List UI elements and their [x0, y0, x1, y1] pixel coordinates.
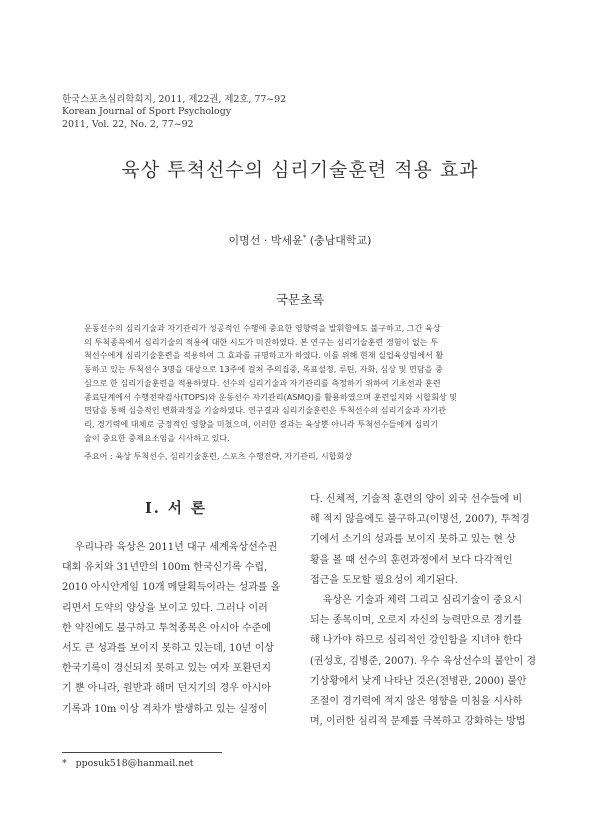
abstract-line: 심으로 한 심리기술훈련을 적용하였다. 선수의 심리기술과 자기관리를 측정하기 위하여 기초선과 훈련 [84, 377, 441, 388]
corresponding-mark: * [302, 233, 307, 242]
journal-volume: 2011, Vol. 22, No. 2, 77~92 [62, 118, 194, 130]
body-line: 기록과 10m 이상 격차가 발생하고 있는 실정이 [62, 703, 268, 715]
body-line: 기에서 소기의 성과를 보이지 못하고 있는 현 상 [310, 534, 516, 546]
body-line: 며, 이러한 심리적 문제를 극복하고 강화하는 방법 [310, 716, 526, 728]
body-line: 리면서 도약의 양상을 보이고 있다. 그러나 이러 [62, 602, 268, 614]
keywords: 주요어 : 육상 투척선수, 심리기술훈련, 스포츠 수행전략, 자기관리, 시합회상 [84, 451, 353, 461]
body-line: 2010 아시안게임 10개 메달획득이라는 성과를 올 [62, 582, 281, 594]
abstract-line: 종료단계에서 수행전략검사(TOPS)와 운동선수 자기관리(ASMQ)를 활용하였으며 훈련일지와 시합회상 및 [84, 391, 458, 402]
body-line: 접근을 도모할 필요성이 제기된다. [310, 574, 458, 586]
body-line: 다. 신체적, 기술적 훈련의 양이 외국 선수들에 비 [310, 494, 523, 505]
abstract-line: 의 투척종목에서 심리기술의 적용에 대한 시도가 미진하였다. 본 연구는 심리기술훈련 경험이 없는 투 [84, 336, 439, 347]
body-line: 해 나가야 하므로 심리적인 강인함을 지녀야 한다 [310, 635, 523, 647]
section-heading: I. 서 론 [145, 500, 207, 517]
footnote-divider [62, 752, 222, 753]
body-line: 한국기록이 경신되지 못하고 있는 여자 포환던지 [62, 663, 272, 675]
footnote: * pposuk518@hanmail.net [62, 758, 194, 769]
journal-info [62, 94, 286, 131]
body-line: 육상은 기술과 체력 그리고 심리기술이 중요시 [310, 595, 523, 607]
body-column-left [62, 538, 290, 720]
body-line: 대회 유치와 31년만의 100m 한국신기록 수립, [62, 562, 268, 574]
paper-title: 육상 투척선수의 심리기술훈련 적용 효과 [121, 159, 479, 181]
abstract-line: 척선수에게 심리기술훈련을 적용하여 그 효과를 규명하고자 하였다. 이를 위해 현재 실업육상팀에서 활 [84, 350, 444, 361]
journal-korean: 한국스포츠심리학회지, 2011, 제22권, 제2호, 77~92 [62, 94, 287, 105]
body-column-right [310, 490, 542, 732]
abstract-line: 운동선수의 심리기술과 자기관리가 성공적인 수행에 중요한 영향력을 발휘함에도 불구하고, 그간 육상 [84, 323, 441, 333]
author-names: 이명선 · 박세윤 [228, 234, 303, 247]
abstract-body [84, 322, 518, 445]
body-line: 황을 볼 때 선수의 훈련과정에서 보다 다각적인 [310, 554, 513, 566]
abstract-line: 동하고 있는 투척선수 3명을 대상으로 13주에 걸쳐 주의집중, 목표설정, 루틴, 자화, 심상 및 면담을 중 [84, 364, 443, 375]
abstract-line: 리, 경기력에 대체로 긍정적인 영향을 미쳤으며, 이러한 결과는 육상뿐 아니라 투척선수들에게 심리기 [84, 418, 439, 429]
journal-english: Korean Journal of Sport Psychology [62, 106, 231, 118]
affiliation: (충남대학교) [306, 234, 372, 247]
body-line: 우리나라 육상은 2011년 대구 세계육상선수권 [62, 542, 278, 553]
abstract-line: 면담을 통해 심층적인 변화과정을 기술하였다. 연구결과 심리기술훈련은 투척선수의 심리기술과 자기관 [84, 405, 446, 416]
body-line: 기상황에서 낮게 나타난 것은(전병관, 2000) 불안 [310, 675, 527, 687]
abstract-line: 술이 중요한 중재요소임을 시사하고 있다. [84, 432, 230, 443]
body-line: 기 뿐 아니라, 원반과 해머 던지기의 경우 아시아 [62, 683, 271, 695]
body-line: 해 적지 않음에도 불구하고(이명선, 2007), 투척경 [310, 514, 530, 526]
body-line: 한 약진에도 불구하고 투척종목은 아시아 수준에 [62, 622, 272, 634]
body-line: 서도 큰 성과를 보이지 못하고 있는데, 10년 이상 [62, 643, 275, 655]
authors [0, 232, 600, 248]
body-line: (권성호, 김병준, 2007). 우수 육상선수의 불안이 경 [310, 655, 537, 667]
abstract-heading: 국문초록 [275, 292, 325, 307]
body-line: 되는 종목이며, 오로지 자신의 능력만으로 경기를 [310, 615, 523, 627]
body-line: 조절이 경기력에 적지 않은 영향을 미침을 시사하 [310, 696, 523, 708]
